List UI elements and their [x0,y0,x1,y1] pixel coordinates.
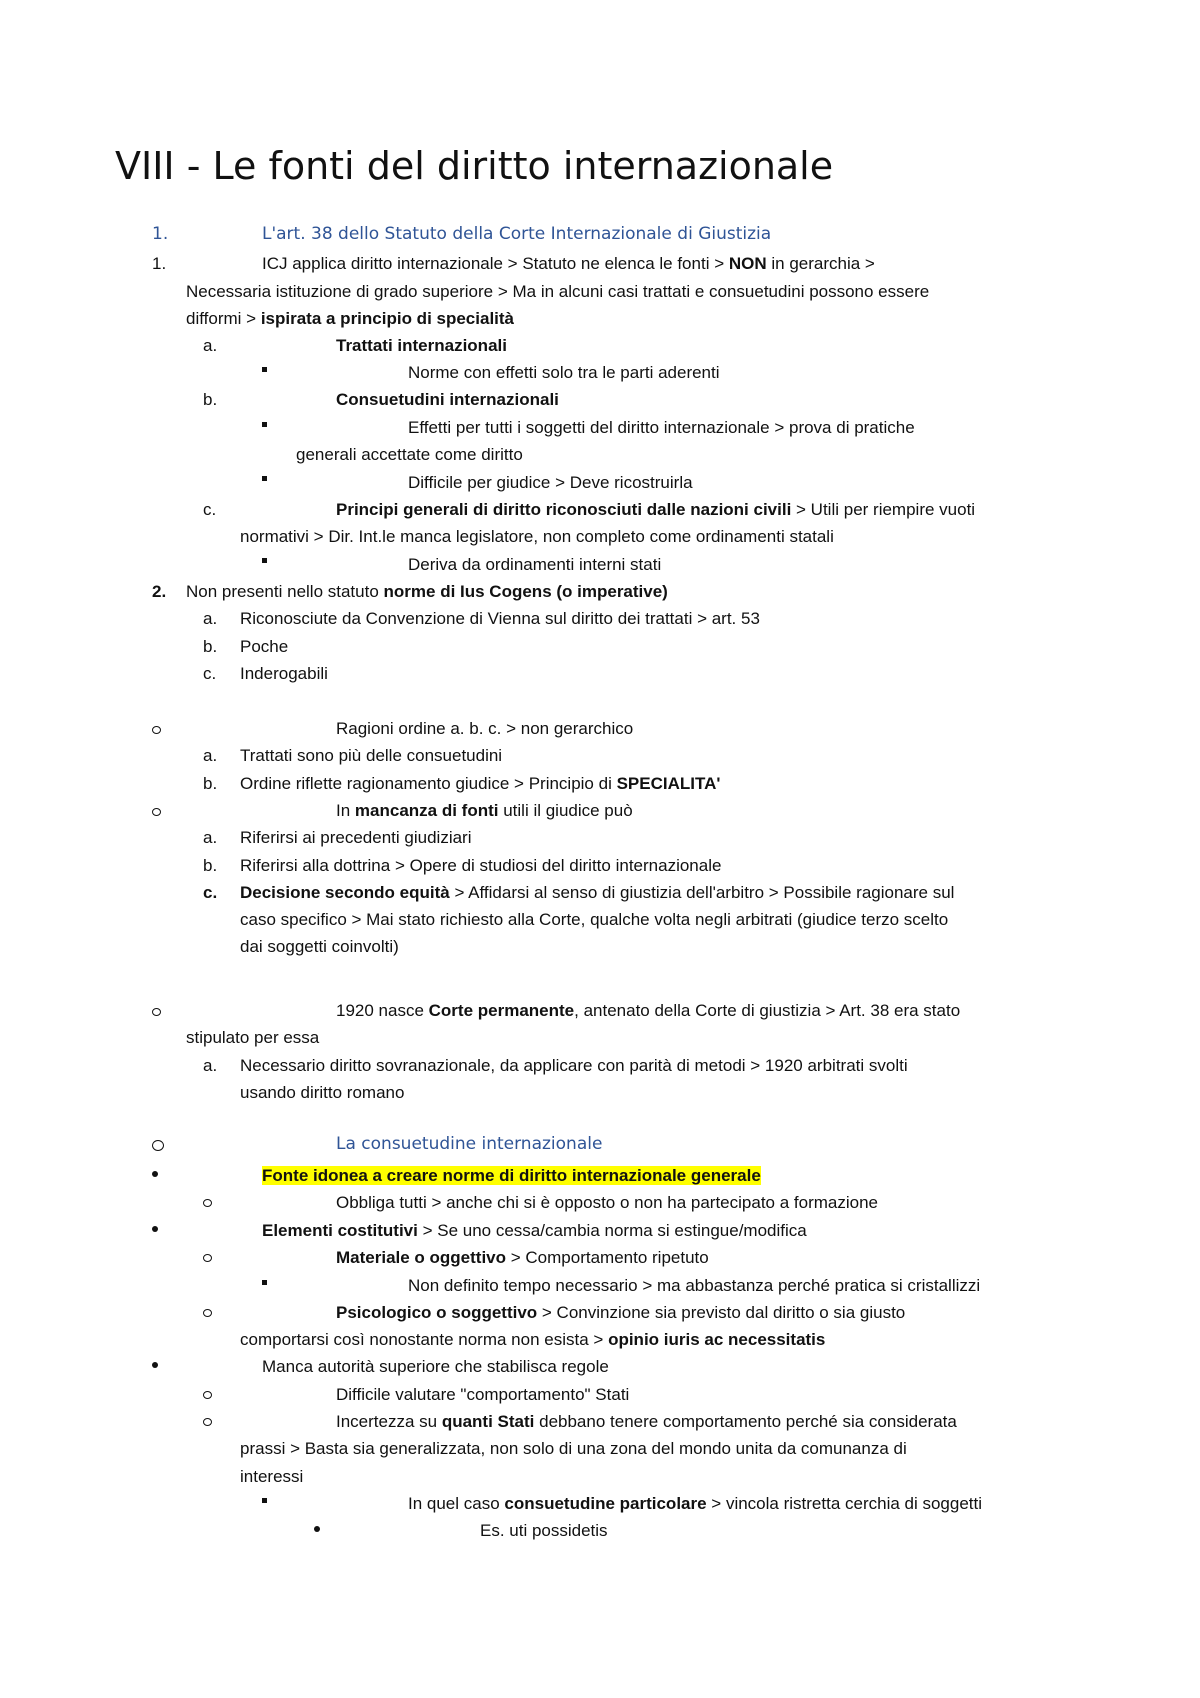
note-1-item-a: Trattati sono più delle consuetudini [240,746,503,765]
bullet-square [262,558,267,563]
note-2-item-c-line-1: Decisione secondo equità > Affidarsi al senso di giustizia dell'arbitro > Possibile ragionare sul [240,883,955,902]
section-heading-1: L'art. 38 dello Statuto della Corte Internazionale di Giustizia [262,224,772,244]
bullet-square [262,1498,267,1503]
paragraph-1-line-3: difformi > ispirata a principio di specialità [186,309,515,328]
particular-custom-line: In quel caso consuetudine particolare > vincola ristretta cerchia di soggetti [408,1494,983,1513]
list-marker-a: a. [203,1056,218,1075]
note-2-item-c-line-2: caso specifico > Mai stato richiesto alla Corte, qualche volta negli arbitrati (giudice terzo scelto [240,910,949,929]
bullet-dot [152,1226,158,1232]
note-2-item-c-line-3: dai soggetti coinvolti) [240,937,399,956]
material-element-sub: Non definito tempo necessario > ma abbastanza perché pratica si cristallizzi [408,1276,981,1295]
list-marker-b: b. [203,856,218,875]
list-marker-b: b. [203,774,218,793]
bullet-circle [203,1418,212,1426]
list-marker-a: a. [203,336,218,355]
note-1-item-b: Ordine riflette ragionamento giudice > Principio di SPECIALITA' [240,774,721,793]
item-c-bullet-1: Deriva da ordinamenti interni stati [408,555,662,574]
paragraph-1-line-1: ICJ applica diritto internazionale > Statuto ne elenca le fonti > NON in gerarchia > [262,254,875,273]
bullet-square [262,1280,267,1285]
material-element-line: Materiale o oggettivo > Comportamento ripetuto [336,1248,709,1267]
bullet-circle [203,1309,212,1317]
highlighted-statement: Fonte idonea a creare norme di diritto internazionale generale [262,1166,761,1185]
elements-line: Elementi costitutivi > Se uno cessa/cambia norma si estingue/modifica [262,1221,807,1240]
item-b-title: Consuetudini internazionali [336,390,559,409]
note-3-line-2: stipulato per essa [186,1028,320,1047]
bullet-square [262,476,267,481]
uncertainty-line-2: prassi > Basta sia generalizzata, non solo di una zona del mondo unita da comunanza di [240,1439,907,1458]
item-a-title: Trattati internazionali [336,336,507,355]
note-2-item-b: Riferirsi alla dottrina > Opere di studiosi del diritto internazionale [240,856,722,875]
section-number-1: 1. [152,224,169,244]
uncertainty-line-1: Incertezza su quanti Stati debbano tenere comportamento perché sia considerata [336,1412,957,1431]
paragraph-2-line-1: Non presenti nello statuto norme di Ius Cogens (o imperative) [186,582,668,601]
bullet-circle [152,1008,161,1016]
paragraph-2-item-c: Inderogabili [240,664,328,683]
section-heading-2: La consuetudine internazionale [336,1134,603,1154]
bullet-circle [152,1140,164,1151]
note-1-line: Ragioni ordine a. b. c. > non gerarchico [336,719,634,738]
note-3-item-a-line-2: usando diritto romano [240,1083,405,1102]
paragraph-1-line-2: Necessaria istituzione di grado superiore > Ma in alcuni casi trattati e consuetudini possono essere [186,282,930,301]
highlighted-statement-sub: Obbliga tutti > anche chi si è opposto o non ha partecipato a formazione [336,1193,878,1212]
list-marker-c: c. [203,883,218,902]
bullet-square [262,422,267,427]
bullet-circle [203,1254,212,1262]
list-marker-a: a. [203,609,218,628]
paragraph-2-item-b: Poche [240,637,289,656]
list-marker-1: 1. [152,254,167,273]
bullet-dot [152,1171,158,1177]
item-c-line-2: normativi > Dir. Int.le manca legislatore, non completo come ordinamenti statali [240,527,834,546]
bullet-square [262,367,267,372]
bullet-circle [203,1199,212,1207]
bullet-circle [203,1391,212,1399]
note-3-item-a-line-1: Necessario diritto sovranazionale, da applicare con parità di metodi > 1920 arbitrati svolti [240,1056,908,1075]
uncertainty-line-3: interessi [240,1467,304,1486]
example-line: Es. uti possidetis [480,1521,608,1540]
list-marker-a: a. [203,828,218,847]
psychological-element-line-2: comportarsi così nonostante norma non esista > opinio iuris ac necessitatis [240,1330,826,1349]
list-marker-c: c. [203,664,217,683]
document-title: VIII - Le fonti del diritto internazionale [115,144,834,188]
item-b-bullet-1-line-1: Effetti per tutti i soggetti del diritto internazionale > prova di pratiche [408,418,915,437]
list-marker-2: 2. [152,582,167,601]
item-c-line-1: Principi generali di diritto riconosciuti dalle nazioni civili > Utili per riempire vuoti [336,500,976,519]
note-3-line-1: 1920 nasce Corte permanente, antenato della Corte di giustizia > Art. 38 era stato [336,1001,961,1020]
bullet-dot [152,1362,158,1368]
list-marker-b: b. [203,637,218,656]
list-marker-b: b. [203,390,218,409]
item-a-bullet-1: Norme con effetti solo tra le parti aderenti [408,363,720,382]
list-marker-a: a. [203,746,218,765]
bullet-circle [152,808,161,816]
bullet-circle [152,726,161,734]
psychological-element-line-1: Psicologico o soggettivo > Convinzione sia previsto dal diritto o sia giusto [336,1303,906,1322]
item-b-bullet-1-line-2: generali accettate come diritto [296,445,523,464]
paragraph-2-item-a: Riconosciute da Convenzione di Vienna sul diritto dei trattati > art. 53 [240,609,760,628]
note-2-line: In mancanza di fonti utili il giudice può [336,801,633,820]
authority-line: Manca autorità superiore che stabilisca regole [262,1357,609,1376]
item-b-bullet-2: Difficile per giudice > Deve ricostruirla [408,473,693,492]
note-2-item-a: Riferirsi ai precedenti giudiziari [240,828,472,847]
list-marker-c: c. [203,500,217,519]
bullet-dot [314,1526,320,1532]
difficulty-line: Difficile valutare "comportamento" Stati [336,1385,630,1404]
